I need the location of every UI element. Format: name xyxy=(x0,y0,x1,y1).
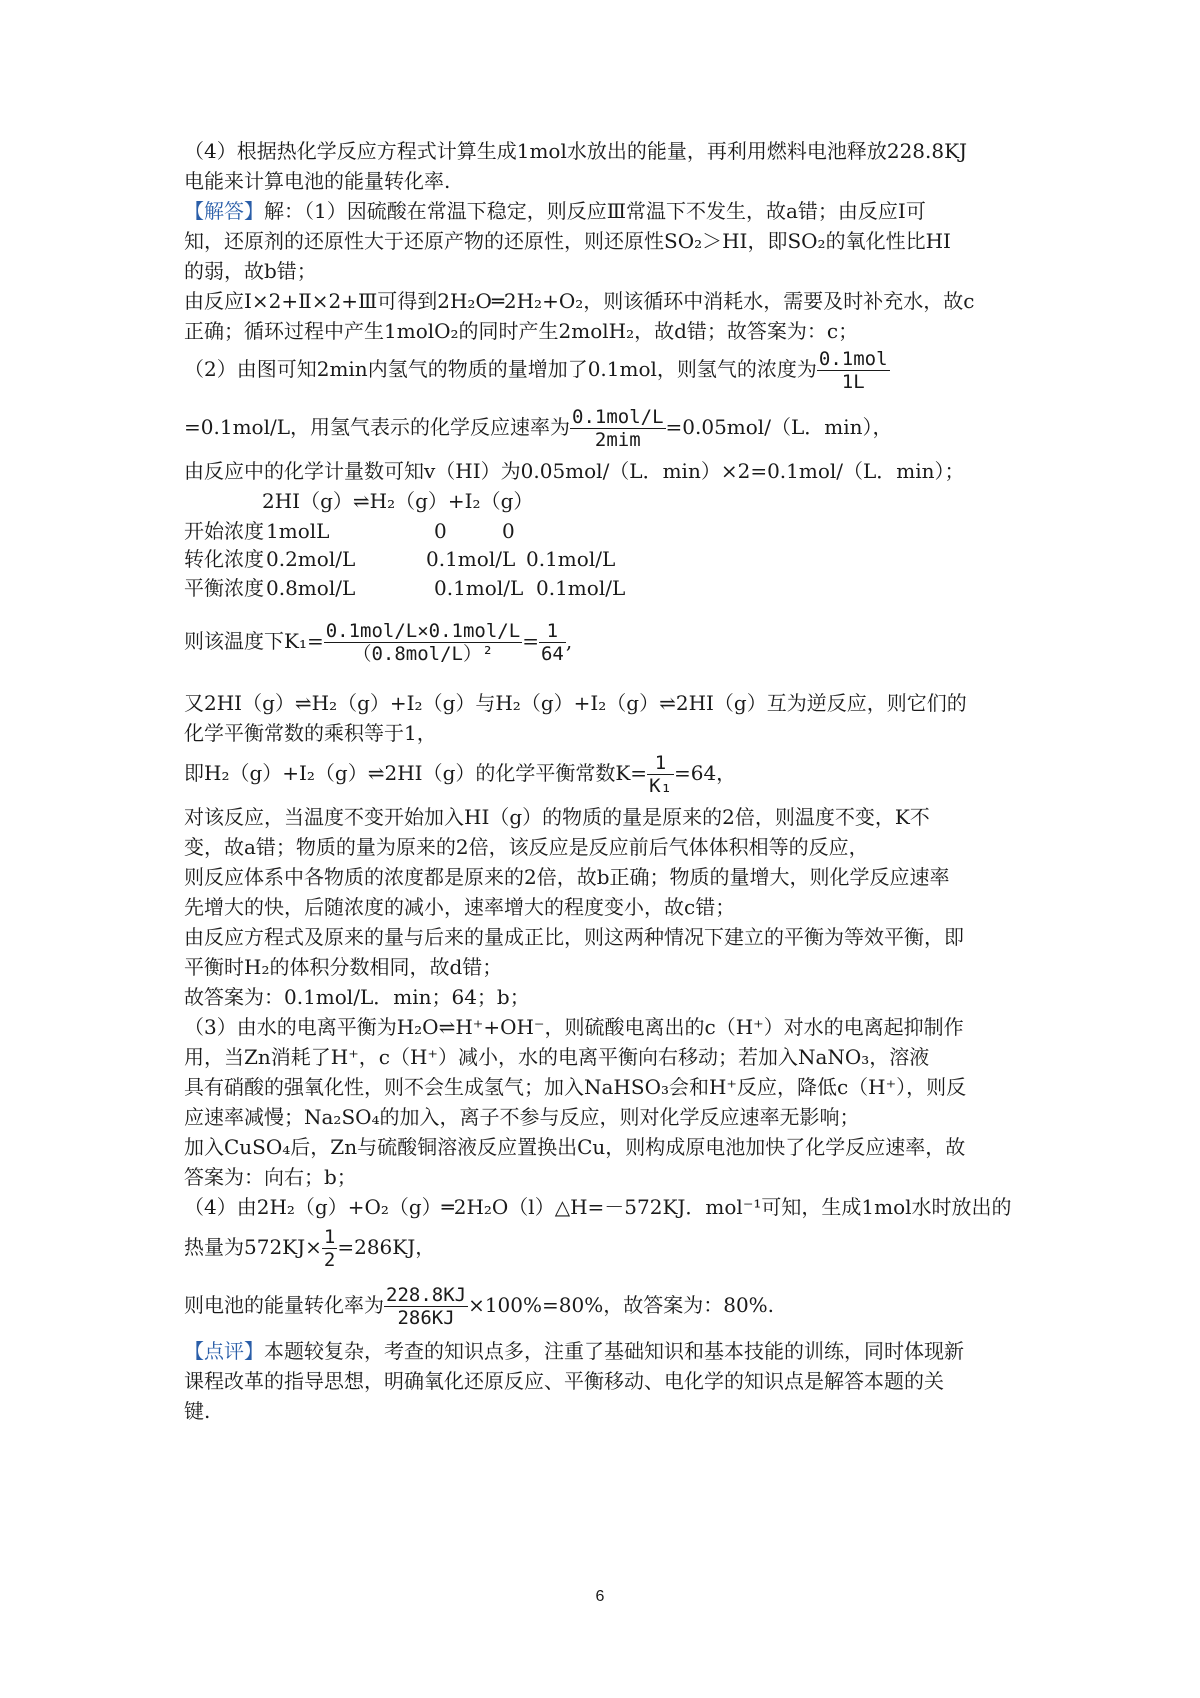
comment-tag: 【点评】 xyxy=(184,1339,264,1363)
fraction-denominator: （0.8mol/L）² xyxy=(352,643,494,665)
table-cell: 0 xyxy=(434,519,447,543)
text-span: 则该温度下K₁= xyxy=(184,629,324,653)
text-span: 解：（1）因硫酸在常温下稳定，则反应Ⅲ常温下不发生，故a错；由反应Ⅰ可 xyxy=(264,199,926,223)
text-line: 化学平衡常数的乘积等于1， xyxy=(184,721,437,745)
text-span: ×100%=80%，故答案为：80%. xyxy=(468,1293,775,1317)
text-line: 正确；循环过程中产生1molO₂的同时产生2molH₂，故d错；故答案为：c； xyxy=(184,319,859,343)
fraction-denominator: 2 xyxy=(323,1249,336,1271)
text-line xyxy=(184,752,736,797)
fraction-denominator: 64 xyxy=(540,643,564,665)
fraction xyxy=(570,406,666,451)
text-line: （3）由水的电离平衡为H₂O⇌H⁺+OH⁻，则硫酸电离出的c（H⁺）对水的电离起抑制作 xyxy=(184,1015,964,1039)
text-span: =286KJ， xyxy=(337,1235,436,1259)
text-span: 则电池的能量转化率为 xyxy=(184,1293,384,1317)
table-cell: 0.1mol/L xyxy=(526,547,616,571)
fraction-denominator: 286KJ xyxy=(397,1307,455,1329)
text-line: 又2HI（g）⇌H₂（g）+I₂（g）与H₂（g）+I₂（g）⇌2HI（g）互为逆反应，则它们的 xyxy=(184,691,967,715)
row-label: 转化浓度 xyxy=(184,547,264,571)
text-line xyxy=(184,620,572,665)
text-line: 课程改革的指导思想，明确氧化还原反应、平衡移动、电化学的知识点是解答本题的关 xyxy=(184,1369,944,1393)
page-number: 6 xyxy=(595,1588,605,1605)
fraction-numerator: 228.8KJ xyxy=(386,1284,467,1306)
text-line: 先增大的快，后随浓度的减小，速率增大的程度变小，故c错； xyxy=(184,895,736,919)
fraction-numerator: 0.1mol xyxy=(818,348,888,370)
fraction-numerator: 0.1mol/L xyxy=(572,406,664,428)
fraction-denominator: 2mim xyxy=(594,429,641,451)
text-line: 则反应体系中各物质的浓度都是原来的2倍，故b正确；物质的量增大，则化学反应速率 xyxy=(184,865,950,889)
fraction xyxy=(647,752,674,797)
fraction xyxy=(384,1284,468,1329)
text-span: 即H₂（g）+I₂（g）⇌2HI（g）的化学平衡常数K= xyxy=(184,761,648,785)
text-span: =64， xyxy=(673,761,737,785)
table-cell: 0.1mol/L xyxy=(426,547,516,571)
text-line: 由反应方程式及原来的量与后来的量成正比，则这两种情况下建立的平衡为等效平衡，即 xyxy=(184,925,964,949)
equation-line: 2HI（g）⇌H₂（g）+I₂（g） xyxy=(262,489,534,513)
text-line: 具有硝酸的强氧化性，则不会生成氢气；加入NaHSO₃会和H⁺反应，降低c（H⁺），则反 xyxy=(184,1075,967,1099)
table-cell: 0.2mol/L xyxy=(266,547,356,571)
text-line: 答案为：向右；b； xyxy=(184,1165,357,1189)
fraction-numerator: 1 xyxy=(539,620,566,643)
text-line: （4）由2H₂（g）+O₂（g）═2H₂O（l）△H=－572KJ．mol⁻¹可知，生成1mol水时放出的 xyxy=(184,1195,1012,1219)
text-line: 由反应Ⅰ×2+Ⅱ×2+Ⅲ可得到2H₂O═2H₂+O₂，则该循环中消耗水，需要及时补充水，故c xyxy=(184,289,975,313)
text-line xyxy=(184,1338,964,1364)
text-line: 故答案为：0.1mol/L．min；64；b； xyxy=(184,985,530,1009)
text-line xyxy=(184,1284,774,1329)
text-line xyxy=(184,1226,435,1271)
text-span: =0.05mol/（L．min）， xyxy=(665,415,893,439)
fraction-numerator: 1 xyxy=(323,1226,336,1248)
fraction xyxy=(817,348,890,393)
text-line: 应速率减慢；Na₂SO₄的加入，离子不参与反应，则对化学反应速率无影响； xyxy=(184,1105,860,1129)
text-line: （4）根据热化学反应方程式计算生成1mol水放出的能量，再利用燃料电池释放228.8KJ xyxy=(184,139,968,163)
text-line xyxy=(184,406,892,451)
text-span: 热量为572KJ× xyxy=(184,1235,322,1259)
table-cell: 0.1mol/L xyxy=(434,576,524,600)
fraction-denominator: 1L xyxy=(841,371,865,393)
text-span: （2）由图可知2min内氢气的物质的量增加了0.1mol，则氢气的浓度为 xyxy=(184,357,817,381)
text-line: 键. xyxy=(184,1399,211,1423)
text-line xyxy=(184,348,890,393)
text-line xyxy=(184,198,926,224)
text-line: 平衡时H₂的体积分数相同，故d错； xyxy=(184,955,503,979)
table-cell: 1molL xyxy=(266,519,330,543)
fraction-denominator: K₁ xyxy=(649,775,672,797)
row-label: 平衡浓度 xyxy=(184,576,264,600)
row-label: 开始浓度 xyxy=(184,519,264,543)
table-cell: 0 xyxy=(502,519,515,543)
fraction xyxy=(322,1226,337,1271)
text-line: 变，故a错；物质的量为原来的2倍，该反应是反应前后气体体积相等的反应， xyxy=(184,835,869,859)
fraction-numerator: 1 xyxy=(647,752,674,775)
text-span: = xyxy=(522,629,539,653)
text-line: 知，还原剂的还原性大于还原产物的还原性，则还原性SO₂＞HI，即SO₂的氧化性比HI xyxy=(184,229,951,253)
text-line: 加入CuSO₄后，Zn与硫酸铜溶液反应置换出Cu，则构成原电池加快了化学反应速率，故 xyxy=(184,1135,966,1159)
text-span: , xyxy=(565,629,573,653)
text-line: 的弱，故b错； xyxy=(184,259,317,283)
text-line: 由反应中的化学计量数可知v（HI）为0.05mol/（L．min）×2=0.1mol/（L．min）； xyxy=(184,459,965,483)
fraction xyxy=(324,620,522,665)
table-cell: 0.8mol/L xyxy=(266,576,356,600)
fraction-numerator: 0.1mol/L×0.1mol/L xyxy=(325,620,521,642)
fraction xyxy=(539,620,566,665)
text-span: =0.1mol/L，用氢气表示的化学反应速率为 xyxy=(184,415,570,439)
table-cell: 0.1mol/L xyxy=(536,576,626,600)
text-span: 本题较复杂，考查的知识点多，注重了基础知识和基本技能的训练，同时体现新 xyxy=(264,1339,964,1363)
text-line: 电能来计算电池的能量转化率. xyxy=(184,169,451,193)
text-line: 对该反应，当温度不变开始加入HI（g）的物质的量是原来的2倍，则温度不变，K不 xyxy=(184,805,930,829)
answer-tag: 【解答】 xyxy=(184,199,264,223)
text-line: 用，当Zn消耗了H⁺，c（H⁺）减小，水的电离平衡向右移动；若加入NaNO₃，溶液 xyxy=(184,1045,930,1069)
